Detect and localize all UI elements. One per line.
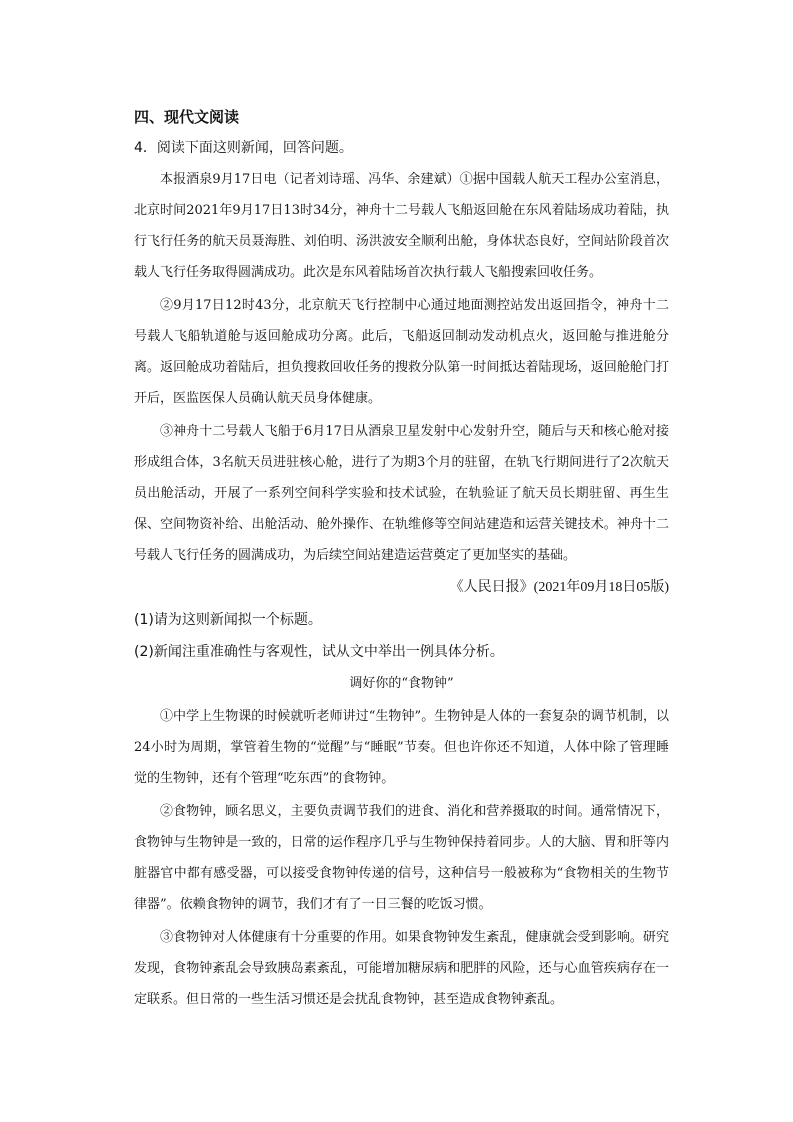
article-paragraph-2: ②食物钟，顾名思义，主要负责调节我们的进食、消化和营养摄取的时间。通常情况下，食物钟与生物钟是一致的，日常的运作程序几乎与生物钟保持着同步。人的大脑、胃和肝等内脏器官中都有感受器，可以接受食物钟传递的信号，这种信号一般被称为“食物相关的生物节律器”。依赖食物钟的调节，我们才有了一日三餐的吃饭习惯。 <box>134 804 669 912</box>
article-paragraph-3: ③食物钟对人体健康有十分重要的作用。如果食物钟发生紊乱，健康就会受到影响。研究发现，食物钟紊乱会导致胰岛素紊乱，可能增加糖尿病和肥胖的风险，还与心血管疾病存在一定联系。但日常的一些生活习惯还是会扰乱食物钟，甚至造成食物钟紊乱。 <box>134 930 669 1007</box>
sub-question-2: (2)新闻注重准确性与客观性，试从文中举出一例具体分析。 <box>134 644 504 660</box>
article-title: 调好你的“食物钟” <box>349 676 454 691</box>
news-paragraph-2: ②9月17日12时43分，北京航天飞行控制中心通过地面测控站发出返回指令，神舟十二号载人飞船轨道舱与返回舱成功分离。此后，飞船返回制动发动机点火，返回舱与推进舱分离。返回舱成功着陆后，担负搜救回收任务的搜救分队第一时间抵达着陆现场，返回舱舱门打开后，医监医保人员确认航天员身体健康。 <box>134 298 669 406</box>
article-paragraph-1: ①中学上生物课的时候就听老师讲过“生物钟”。生物钟是人体的一套复杂的调节机制，以24小时为周期，掌管着生物的“觉醒”与“睡眠”节奏。但也许你还不知道，人体中除了管理睡觉的生物钟，还有个管理“吃东西”的食物钟。 <box>134 709 669 786</box>
news-paragraph-3: ③神舟十二号载人飞船于6月17日从酒泉卫星发射中心发射升空，随后与天和核心舱对接形成组合体，3名航天员进驻核心舱，进行了为期3个月的驻留，在轨飞行期间进行了2次航天员出舱活动，开展了一系列空间科学实验和技术试验，在轨验证了航天员长期驻留、再生生保、空间物资补给、出舱活动、舱外操作、在轨维修等空间站建造和运营关键技术。神舟十二号载人飞行任务的圆满成功，为后续空间站建造运营奠定了更加坚实的基础。 <box>134 424 669 563</box>
sub-question-1: (1)请为这则新闻拟一个标题。 <box>134 612 322 628</box>
news-source: 《人民日报》(2021年09月18日05版) <box>449 580 669 595</box>
news-paragraph-1: 本报酒泉9月17日电（记者刘诗瑶、冯华、余建斌）①据中国载人航天工程办公室消息，北京时间2021年9月17日13时34分，神舟十二号载人飞船返回舱在东风着陆场成功着陆，执行飞行任务的航天员聂海胜、刘伯明、汤洪波安全顺利出舱，身体状态良好，空间站阶段首次载人飞行任务取得圆满成功。此次是东风着陆场首次执行载人飞船搜索回收任务。 <box>134 172 669 280</box>
question-4-prompt: 4．阅读下面这则新闻，回答问题。 <box>134 140 353 156</box>
section-title: 四、现代文阅读 <box>134 108 240 126</box>
